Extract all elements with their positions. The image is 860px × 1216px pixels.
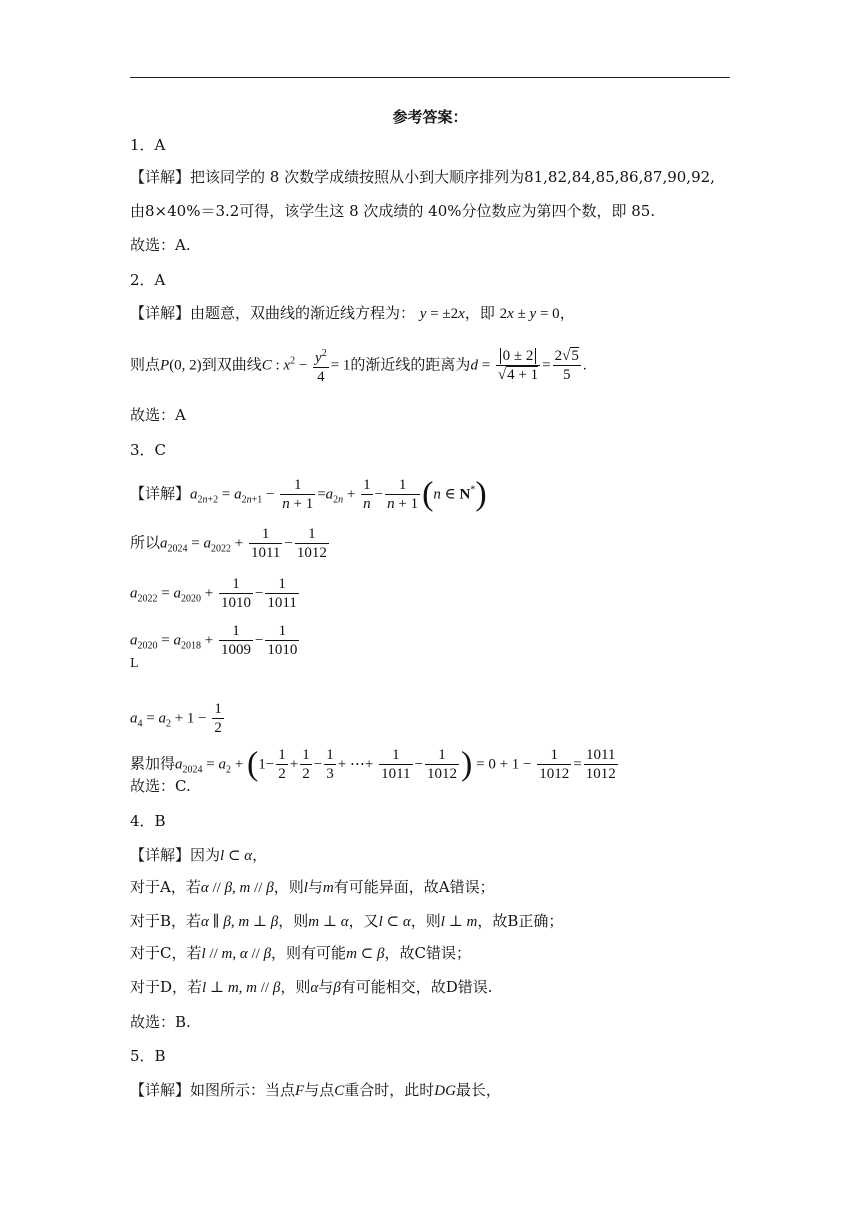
- q3-ellipsis: L: [130, 656, 138, 670]
- q3-sum: 累加得$a_{2024} = a_2 + (1-$ $\frac{1}{2}$ + $\frac{1}{2}$ − $\frac{1}{3}$ + ⋯+ $\frac{1}{1011}$ − $\frac{1}{1012}$ ) = 0 + 1 − $\frac{1}{1012}$ = $\frac{1011}{1012}$: [130, 745, 616, 783]
- q4-premise: 【详解】因为l ⊂ α，: [130, 846, 268, 864]
- q2-number: 2．A: [130, 271, 166, 289]
- q3-number: 3．C: [130, 441, 167, 459]
- q4-option-c: 对于C，若l // m, α // β，则有可能m ⊂ β，故C错误；: [130, 944, 471, 962]
- q1-number: 1．A: [130, 136, 166, 154]
- q3-step-2022: $a_{2022} = a_{2020}$ + $\frac{1}{1010}$ − $\frac{1}{1011}$: [130, 576, 297, 611]
- q5-number: 5．B: [130, 1047, 166, 1065]
- header-rule: [130, 77, 730, 78]
- q3-step-2020: $a_{2020} = a_{2018}$ + $\frac{1}{1009}$ − $\frac{1}{1010}$: [130, 623, 298, 658]
- q4-answer: 故选：B.: [130, 1013, 191, 1031]
- q2-answer: 故选：A: [130, 406, 186, 424]
- q4-option-a: 对于A，若α // β, m // β，则l与m有可能异面，故A错误；: [130, 878, 495, 896]
- q1-answer: 故选：A.: [130, 236, 191, 254]
- q4-option-b: 对于B，若α ∥ β, m ⊥ β，则m ⊥ α，又l ⊂ α，则l ⊥ m，故B正确；: [130, 912, 564, 930]
- q2-detail-line2: 则点P(0, 2)到双曲线C : $x^2$ − $\frac{y^2}{4}$ = 1的渐近线的距离为d = $\frac{0 \pm 2}{√4 + 1}$ = $\frac{2√5}{5}$ .: [130, 345, 587, 386]
- q3-step-2024: 所以$a_{2024} = a_{2022}$ + $\frac{1}{1011}$ − $\frac{1}{1012}$: [130, 526, 327, 561]
- page-title: 参考答案：: [392, 108, 468, 126]
- q4-number: 4．B: [130, 812, 166, 830]
- q1-detail-line1: 【详解】把该同学的 8 次数学成绩按照从小到大顺序排列为81,82,84,85,86,87,90,92,: [130, 168, 715, 186]
- q5-detail-line1: 【详解】如图所示：当点F与点C重合时，此时DG最长，: [130, 1081, 501, 1099]
- q3-step-4: $a_4 = a_2 + 1$ − $\frac{1}{2}$: [130, 701, 222, 736]
- q2-detail-line1: 【详解】由题意，双曲线的渐近线方程为： y = ±2x，即 2x ± y = 0，: [130, 304, 575, 322]
- q1-detail-line2: 由8×40%＝3.2可得，该学生这 8 次成绩的 40%分位数应为第四个数，即 85.: [130, 202, 656, 220]
- q4-option-d: 对于D，若l ⊥ m, m // β，则α与β有可能相交，故D错误.: [130, 978, 493, 996]
- q3-recurrence: 【详解】$a_{2n+2} = a_{2n+1}$ − $\frac{1}{n + 1}$ $=a_{2n}$ + $\frac{1}{n}$ − $\frac{1}{n + 1}$ (n ∈ N*): [130, 475, 487, 513]
- q3-answer: 故选：C.: [130, 777, 191, 795]
